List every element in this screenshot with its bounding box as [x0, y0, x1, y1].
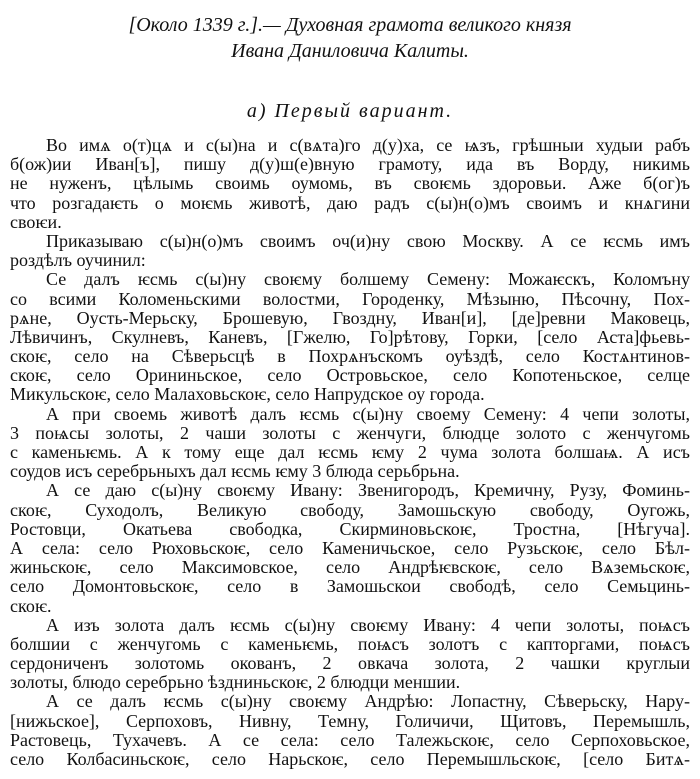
text-line: б(ож)ии Иван[ъ], пишу д(у)ш(е)вную грамоту, ида въ Ворду, никимь	[10, 154, 690, 175]
paragraph	[10, 405, 690, 482]
paragraph	[10, 692, 690, 769]
text-line: не нуженъ, цѣлымь своимь оумомь, въ своѥмь здоровьи. Аже б(ог)ъ	[10, 173, 690, 194]
paragraph	[10, 232, 690, 270]
section-subtitle: а) Первый вариант.	[246, 100, 454, 122]
text-line: скоѥ, село Орининьское, село Островьское, село Копотеньское, селце	[10, 365, 690, 386]
text-line: А се далъ ѥсмь с(ы)ну своѥму Андрѣю: Лопастну, Сѣверьску, Нару-	[46, 691, 690, 712]
text-line: соудов исъ серебрьныхъ дал ѥсмь ѥму 3 блюда серьбрьна.	[10, 461, 460, 482]
text-line: рѧне, Оусть-Мерьску, Брошевую, Гвоздну, Иван[и], [де]ревни Маковець,	[10, 307, 690, 328]
text-line: скоѥ, Суходолъ, Великую свободу, Замошьскую свободу, Оугожь,	[10, 499, 690, 520]
paragraph	[10, 270, 690, 404]
text-line: село Домонтовьскоѥ, село в Замошьскои свободѣ, село Семьцинь-	[10, 576, 690, 597]
text-line: А се даю с(ы)ну своѥму Ивану: Звенигородъ, Кремичну, Рузу, Фоминь-	[46, 480, 690, 501]
text-line: Растовець, Тухачевъ. А се села: село Талежьскоѥ, село Серпоховьское,	[10, 729, 690, 750]
text-line: А изъ золота далъ ѥсмь с(ы)ну своѥму Ивану: 4 чепи золоты, поѩсъ	[46, 614, 690, 635]
paragraph	[10, 616, 690, 693]
text-line: [нижьское], Серпоховъ, Нивну, Темну, Голичичи, Щитовъ, Перемышль,	[10, 710, 690, 731]
text-line: болшии с женчугомь с каменьѥмь, поѩсъ золотъ с капторгами, поѩсъ	[10, 633, 690, 654]
text-line: А села: село Рюховьскоѥ, село Каменичьское, село Рузьскоѥ, село Бѣл-	[10, 537, 690, 558]
text-line: своѥи.	[10, 211, 62, 232]
text-line: скоѥ, село на Сѣверьсцѣ в Похрѧнъскомъ оуѣздѣ, село Костѧнтинов-	[10, 346, 690, 367]
text-line: 3 поѩсы золоты, 2 чаши золоты с женчуги, блюдце золото с женчугомь	[10, 422, 690, 443]
text-line: Во имѧ о(т)цѧ и с(ы)на и с(вѧта)го д(у)ха, се ѩзъ, грѣшныи худыи рабъ	[46, 135, 690, 155]
text-line: жиньскоѥ, село Максимовское, село Андрѣѥвскоѥ, село Вѧземьскоѥ,	[10, 557, 690, 578]
text-line: Се далъ ѥсмь с(ы)ну своѥму болшему Семену: Можаѥскъ, Коломъну	[46, 269, 690, 290]
text-line: со всими Коломеньскими волостми, Городенку, Мѣзыню, Пѣсочну, Пох-	[10, 288, 690, 309]
text-line: Приказываю с(ы)н(о)мъ своимъ оч(и)ну свою Москву. А се ѥсмь имъ	[46, 230, 690, 251]
paragraph	[10, 136, 690, 232]
document-title-line-1: [Около 1339 г.].— Духовная грамота великого князя	[128, 14, 572, 36]
text-line: село Колбасиньскоѥ, село Нарьскоѥ, село Перемышльскоѥ, [село Битѧ-	[10, 749, 690, 769]
text-line: Ростовци, Окатьева свободка, Скирминовьскоѥ, Тростна, [Нѣгуча].	[10, 518, 690, 539]
text-line: с каменьѥмь. А к тому еще дал ѥсмь ѥму 2 чума золота болшаѩ. А исъ	[10, 442, 690, 462]
text-line: что розгадаѥть о моѥмь животѣ, даю радъ с(ы)н(о)мъ своимъ и кнѧгини	[10, 192, 690, 213]
paragraph	[10, 481, 690, 615]
text-line: сердониченъ золотомь окованъ, 2 овкача золота, 2 чашки круглыи	[10, 653, 690, 674]
document-body	[10, 136, 690, 769]
text-line: Лѣвичинъ, Скулневъ, Каневъ, [Гжелю, Го]рѣтову, Горки, [село Аста]фьевь-	[10, 326, 690, 347]
text-line: скоѥ.	[10, 595, 52, 616]
text-line: Микульскоѥ, село Малаховьскоѥ, село Напрудское оу города.	[10, 384, 485, 405]
text-line: А при своемь животѣ далъ ѥсмь с(ы)ну своему Семену: 4 чепи золоты,	[46, 403, 690, 424]
document-title-line-2: Ивана Даниловича Калиты.	[231, 40, 469, 62]
text-line: золоты, блюдо серебрьно ѣздниньскоѥ, 2 блюдци меншии.	[10, 672, 461, 693]
text-line: роздѣлъ оучинил:	[10, 250, 146, 271]
